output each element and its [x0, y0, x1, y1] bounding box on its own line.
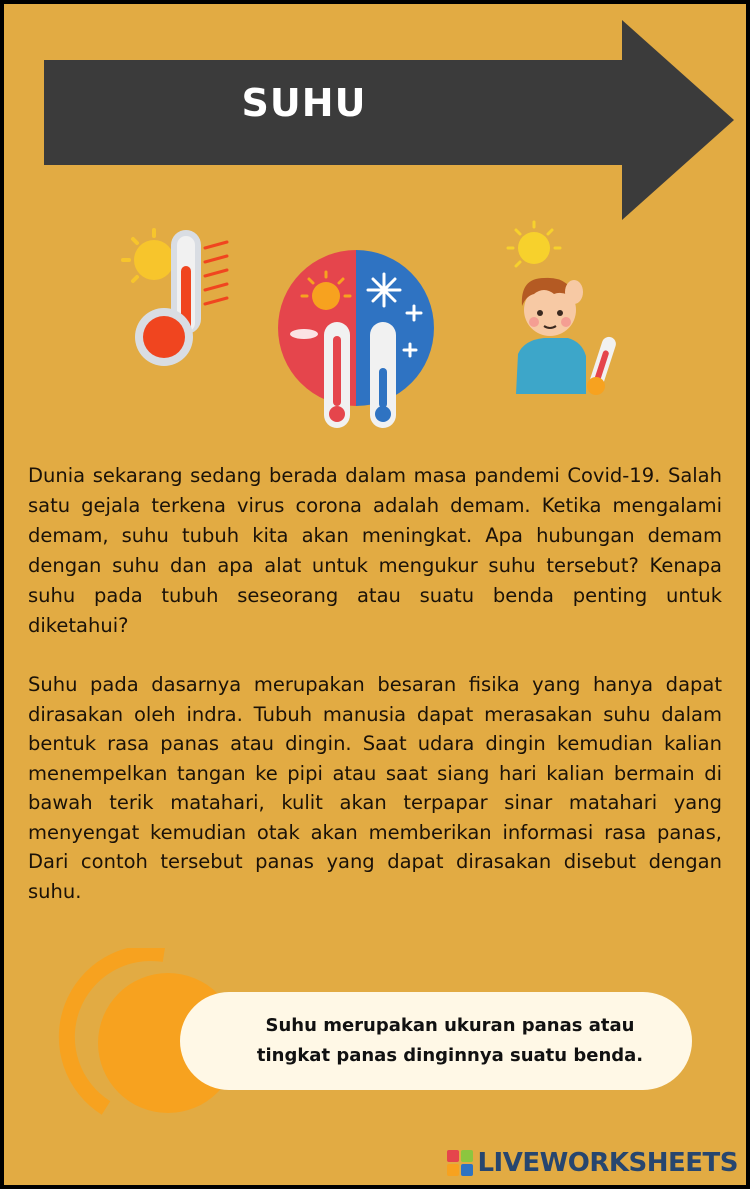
page-title: SUHU — [241, 81, 367, 125]
hot-cold-thermometers-icon — [276, 248, 438, 434]
worksheet-page — [4, 4, 746, 1185]
brand-name: LIVEWORKSHEETS — [477, 1148, 738, 1178]
liveworksheets-logo-icon — [447, 1150, 473, 1176]
liveworksheets-logo — [447, 1148, 738, 1178]
definition-text: Suhu merupakan ukuran panas atau tingkat panas dinginnya suatu benda. — [256, 1015, 644, 1066]
explanation-paragraph: Suhu pada dasarnya merupakan besaran fisika yang hanya dapat dirasakan oleh indra. Tubuh manusia dapat merasakan suhu dalam bentuk rasa panas atau dingin. Saat udara dingin kemudian kalian menempelkan tangan ke pipi atau saat siang hari kalian bermain di bawah terik matahari, kulit akan terpapar sinar matahari yang menyengat kemudian otak akan memberikan informasi rasa panas, Dari contoh tersebut panas yang dapat dirasakan disebut dengan suhu. — [28, 673, 722, 903]
intro-paragraph: Dunia sekarang sedang berada dalam masa pandemi Covid-19. Salah satu gejala terkena virus corona adalah demam. Ketika mengalami demam, suhu tubuh kita akan meningkat. Apa hubungan demam dengan suhu dan apa alat untuk mengukur suhu tersebut? Kenapa suhu pada tubuh seseorang atau suatu benda penting untuk diketahui? — [28, 464, 722, 637]
feverish-boy-icon — [504, 218, 629, 402]
sun-thermometer-icon — [119, 222, 234, 376]
